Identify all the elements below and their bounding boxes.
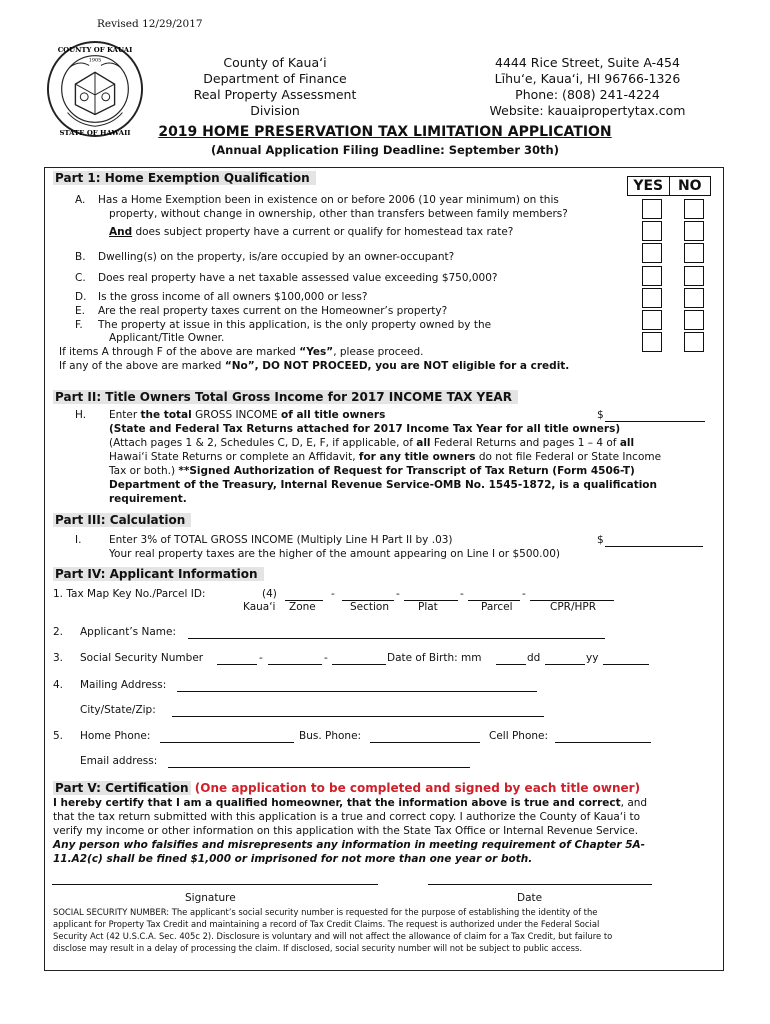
email-label: Email address:	[80, 755, 158, 767]
part2-heading: Part II: Title Owners Total Gross Income for 2017 INCOME TAX YEAR	[53, 390, 518, 404]
h-enter: Enter	[109, 409, 141, 421]
item-d-yes-checkbox[interactable]	[642, 288, 662, 308]
item-f-no-checkbox[interactable]	[684, 332, 704, 352]
division-name: Real Property Assessment Division	[193, 87, 357, 118]
h-line4-pre: Hawai‘i State Returns or complete an Affidavit,	[109, 451, 359, 463]
item-h-letter: H.	[75, 409, 87, 421]
certification-line-1	[53, 797, 647, 809]
item-f-text-2: Applicant/Title Owner.	[109, 332, 225, 344]
h-total: the total	[140, 409, 192, 421]
item-c-letter: C.	[75, 272, 86, 284]
signature-input[interactable]	[52, 884, 378, 885]
item2-number: 2.	[53, 626, 64, 638]
h-returns-attached: (State and Federal Tax Returns attached for 2017 Income Tax Year for all title owners)	[109, 423, 621, 435]
ssn-note-line-3: Security Act (42 U.S.C.A. Sec. 405c 2). Disclosure is voluntary and will not affect the allowance of claim for a Tax Credit, but failure to	[53, 931, 613, 941]
email-input[interactable]	[168, 756, 470, 768]
bus-phone-label: Bus. Phone:	[299, 730, 362, 742]
item-e-text: Are the real property taxes current on the Homeowner’s property?	[98, 305, 448, 317]
item5-number: 5.	[53, 730, 64, 742]
h-attach-pages	[109, 437, 634, 449]
item-c-text: Does real property have a net taxable assessed value exceeding $750,000?	[98, 272, 498, 284]
tmk-label: 1. Tax Map Key No./Parcel ID:	[53, 588, 206, 600]
item-a-text-3	[109, 226, 513, 238]
form-title: 2019 HOME PRESERVATION TAX LIMITATION APPLICATION	[158, 124, 612, 140]
bus-phone-input[interactable]	[370, 731, 480, 743]
item-d-no-checkbox[interactable]	[684, 288, 704, 308]
phone-number: Phone: (808) 241-4224	[515, 87, 660, 102]
h-line5-bold: **Signed Authorization of Request for Transcript of Tax Return (Form 4506-T)	[178, 465, 635, 477]
tmk-parcel-label: Parcel	[481, 601, 513, 613]
ssn-note-line-2: applicant for Property Tax Credit and maintaining a record of Tax Credit Claims. The request is authorized under the Federal Social	[53, 919, 600, 929]
certification-penalty-1: Any person who falsifies and misrepresents any information in meeting requirement of Chapter 5A-	[53, 839, 646, 851]
h-gross: GROSS INCOME	[191, 409, 282, 421]
dob-year-input[interactable]	[603, 653, 649, 665]
seal-bottom-text: STATE OF HAWAII	[59, 129, 131, 138]
item-a2-no-checkbox[interactable]	[684, 221, 704, 241]
dob-month-input[interactable]	[496, 653, 526, 665]
city-state-zip-label: City/State/Zip:	[80, 704, 156, 716]
ssn-part1-input[interactable]	[217, 653, 257, 665]
proceed-yes: “Yes”	[299, 346, 334, 358]
item-a-letter: A.	[75, 194, 86, 206]
county-department-block	[170, 55, 380, 119]
department-name: Department of Finance	[203, 71, 347, 86]
applicant-name-label: Applicant’s Name:	[80, 626, 176, 638]
any-pre: If any of the above are marked	[59, 360, 225, 372]
tmk-kauai-label: Kaua‘i	[243, 601, 276, 613]
gross-income-input[interactable]	[605, 410, 705, 422]
certification-line-3: verify my income or other information on this application with the State Tax Office or Internal Revenue Service.	[53, 825, 639, 837]
street-address: 4444 Rice Street, Suite A-454	[495, 55, 680, 70]
proceed-instruction	[59, 346, 424, 358]
contact-block	[455, 55, 720, 119]
item-h-text	[109, 409, 385, 421]
item-a-no-checkbox[interactable]	[684, 199, 704, 219]
h-line4-bold: for any title owners	[358, 451, 476, 463]
item-c-yes-checkbox[interactable]	[642, 266, 662, 286]
part3-heading: Part III: Calculation	[53, 513, 191, 527]
part5-heading-note: (One application to be completed and signed by each title owner)	[190, 781, 641, 795]
cell-phone-input[interactable]	[555, 731, 651, 743]
item-e-letter: E.	[75, 305, 85, 317]
item-f-text-1: The property at issue in this application, is the only property owned by the	[98, 319, 492, 331]
item-a-text-3-rest: does subject property have a current or qualify for homestead tax rate?	[132, 226, 514, 238]
home-phone-input[interactable]	[160, 731, 294, 743]
item-a-text-1: Has a Home Exemption been in existence on or before 2006 (10 year minimum) on this	[98, 194, 559, 206]
mailing-address-label: Mailing Address:	[80, 679, 167, 691]
any-bold: “No”, DO NOT PROCEED, you are NOT eligible for a credit.	[224, 360, 570, 372]
applicant-name-input[interactable]	[188, 627, 605, 639]
item-b-letter: B.	[75, 251, 86, 263]
h-line4-post: do not file Federal or State Income	[475, 451, 662, 463]
proceed-pre: If items A through F of the above are marked	[59, 346, 300, 358]
h-line3-all: all	[416, 437, 431, 449]
dob-yy-label: yy	[586, 652, 599, 664]
ssn-part2-input[interactable]	[268, 653, 322, 665]
filing-deadline: (Annual Application Filing Deadline: September 30th)	[211, 143, 559, 157]
no-label: NO	[677, 178, 702, 194]
item4-number: 4.	[53, 679, 64, 691]
not-eligible-instruction	[59, 360, 569, 372]
part4-heading: Part IV: Applicant Information	[53, 567, 264, 581]
item-b-no-checkbox[interactable]	[684, 243, 704, 263]
dob-day-input[interactable]	[545, 653, 585, 665]
tmk-cpr-input[interactable]	[530, 589, 614, 601]
tmk-zone-label: Zone	[289, 601, 316, 613]
h-signed-auth	[109, 465, 635, 477]
item-a2-yes-checkbox[interactable]	[642, 221, 662, 241]
tmk-plat-label: Plat	[418, 601, 438, 613]
item-i-note: Your real property taxes are the higher of the amount appearing on Line I or $500.00)	[109, 548, 560, 560]
item-f-yes-checkbox[interactable]	[642, 332, 662, 352]
dob-label: Date of Birth: mm	[387, 652, 482, 664]
item-e-no-checkbox[interactable]	[684, 310, 704, 330]
ssn-note-line-4: disclose may result in a delay of processing the claim. If disclosed, social security number will not be subject to public access.	[53, 943, 583, 953]
item-d-text: Is the gross income of all owners $100,000 or less?	[98, 291, 368, 303]
item-f-letter: F.	[75, 319, 83, 331]
ssn-part3-input[interactable]	[332, 653, 386, 665]
certification-line-2: that the tax return submitted with this application is a true and correct copy. I authorize the County of Kaua‘i to	[53, 811, 640, 823]
date-label: Date	[517, 892, 543, 904]
city-state-zip-input[interactable]	[172, 705, 544, 717]
mailing-address-input[interactable]	[177, 680, 537, 692]
website: Website: kauaipropertytax.com	[489, 103, 686, 118]
part1-heading: Part 1: Home Exemption Qualification	[53, 171, 316, 185]
cert-and: , and	[620, 797, 648, 809]
item-i-text: Enter 3% of TOTAL GROSS INCOME (Multiply Line H Part II by .03)	[109, 534, 453, 546]
h-hawaii-returns	[109, 451, 661, 463]
h-line3-post: Federal Returns and pages 1 – 4 of	[430, 437, 620, 449]
dob-dd-label: dd	[527, 652, 541, 664]
yes-no-header	[627, 176, 711, 196]
part5-heading	[53, 781, 640, 795]
h-line3-pre: (Attach pages 1 & 2, Schedules C, D, E, F, if applicable, of	[109, 437, 417, 449]
and-emphasis: And	[109, 226, 133, 238]
date-input[interactable]	[428, 884, 652, 885]
cell-phone-label: Cell Phone:	[489, 730, 549, 742]
ssn-label: Social Security Number	[80, 652, 204, 664]
city-address: Līhu‘e, Kaua‘i, HI 96766-1326	[494, 71, 681, 86]
home-phone-label: Home Phone:	[80, 730, 151, 742]
tmk-parcel-input[interactable]	[468, 589, 520, 601]
item-d-letter: D.	[75, 291, 87, 303]
item-e-yes-checkbox[interactable]	[642, 310, 662, 330]
seal-year: 1905	[88, 57, 102, 64]
tmk-plat-input[interactable]	[404, 589, 458, 601]
part5-heading-label: Part V: Certification	[55, 781, 189, 795]
item-b-yes-checkbox[interactable]	[642, 243, 662, 263]
county-name: County of Kaua‘i	[223, 55, 327, 70]
tmk-cpr-label: CPR/HPR	[550, 601, 597, 613]
tmk-section-input[interactable]	[342, 589, 394, 601]
i-dollar-sign: $	[597, 534, 604, 546]
item-a-text-2: property, without change in ownership, other than transfers between family members?	[109, 208, 568, 220]
ssn-note-line-1: SOCIAL SECURITY NUMBER: The applicant’s social security number is requested for the purpose of establishing the identity of the	[53, 907, 598, 917]
item-i-letter: I.	[75, 534, 82, 546]
certification-penalty-2: 11.A2(c) shall be fined $1,000 or imprisoned for not more than one year or both.	[53, 853, 533, 865]
revision-date: Revised 12/29/2017	[97, 18, 203, 30]
proceed-post: , please proceed.	[333, 346, 424, 358]
h-owners: of all title owners	[281, 409, 386, 421]
h-dollar-sign: $	[597, 409, 604, 421]
calculation-input[interactable]	[605, 535, 703, 547]
h-line5-pre: Tax or both.)	[109, 465, 179, 477]
h-requirement: requirement.	[109, 493, 187, 505]
ssn-disclosure-note	[53, 906, 721, 954]
item-a-yes-checkbox[interactable]	[642, 199, 662, 219]
item3-number: 3.	[53, 652, 64, 664]
signature-label: Signature	[185, 892, 236, 904]
yes-label: YES	[628, 177, 670, 195]
cert-bold: I hereby certify that I am a qualified homeowner, that the information above is true and correct	[53, 797, 621, 809]
tmk-4: (4)	[262, 588, 277, 600]
h-treasury: Department of the Treasury, Internal Revenue Service-OMB No. 1545-1872, is a qualification	[109, 479, 657, 491]
item-b-text: Dwelling(s) on the property, is/are occupied by an owner-occupant?	[98, 251, 455, 263]
item-c-no-checkbox[interactable]	[684, 266, 704, 286]
tmk-section-label: Section	[350, 601, 390, 613]
tmk-zone-input[interactable]	[285, 589, 323, 601]
h-line3-all2: all	[619, 437, 635, 449]
seal-top-text: COUNTY OF KAUAI	[57, 45, 133, 54]
